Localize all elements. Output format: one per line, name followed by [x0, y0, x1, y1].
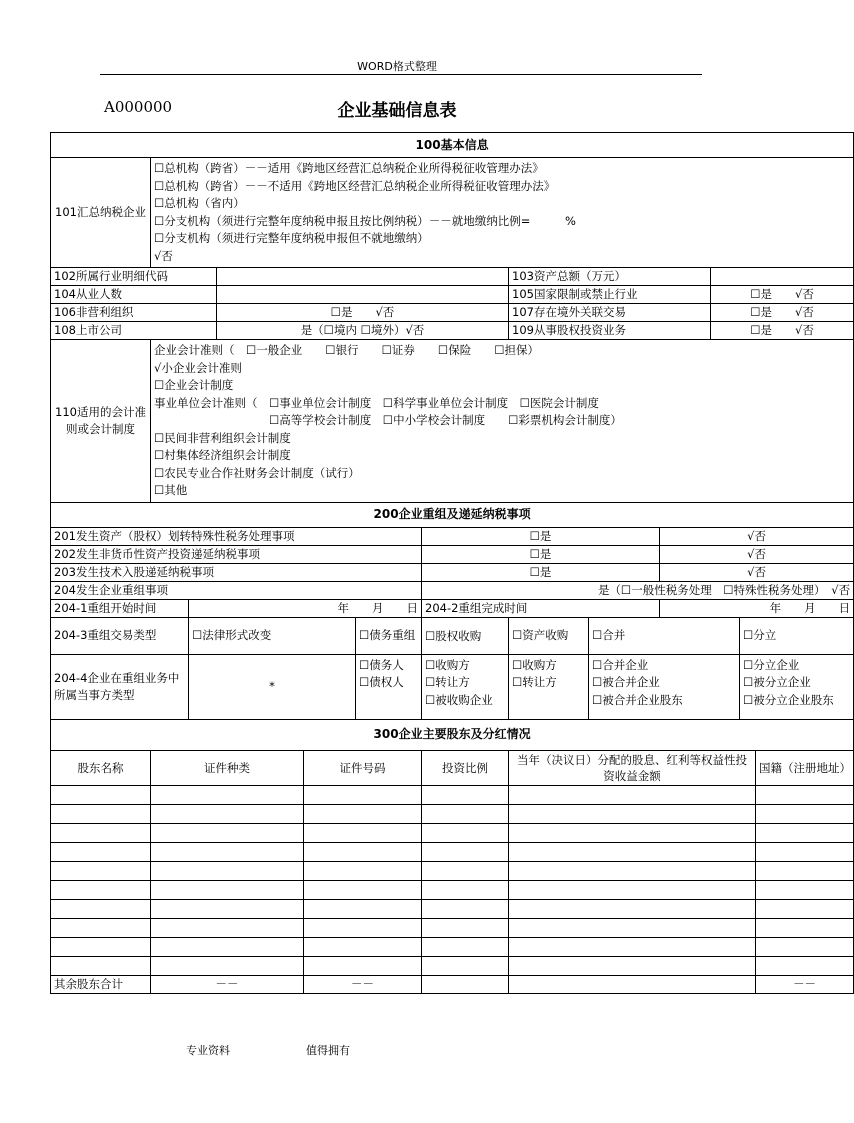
r2043-label: 204-3重组交易类型 — [51, 617, 189, 654]
table-cell[interactable] — [304, 880, 422, 899]
r101-opt[interactable]: ☐分支机构（须进行完整年度纳税申报但不就地缴纳） — [154, 231, 429, 245]
table-cell[interactable] — [509, 823, 756, 842]
r105-value[interactable]: ☐是 √否 — [711, 286, 854, 304]
r2044-opt[interactable]: ☐债权人 — [359, 675, 404, 689]
r110-opt[interactable]: 企业会计准则（ ☐一般企业 ☐银行 ☐证券 ☐保险 ☐担保） — [154, 343, 540, 357]
table-cell[interactable] — [51, 842, 151, 861]
r2041-date[interactable]: 年 月 日 — [189, 599, 422, 617]
table-row — [51, 804, 854, 823]
col-dividend-amount: 当年（决议日）分配的股息、红利等权益性投资收益金额 — [509, 750, 756, 785]
r2044-opt[interactable]: ☐被分立企业股东 — [743, 692, 834, 707]
r2044-opt[interactable]: ☐收购方 — [512, 657, 557, 672]
table-cell[interactable] — [304, 823, 422, 842]
table-cell[interactable] — [509, 899, 756, 918]
r204-label: 204发生企业重组事项 — [51, 581, 422, 599]
table-cell[interactable] — [756, 804, 854, 823]
r110-options — [151, 340, 854, 503]
form-code: A000000 — [104, 98, 173, 116]
r2044-star: * — [189, 654, 356, 719]
table-cell[interactable] — [756, 899, 854, 918]
col-id-type: 证件种类 — [151, 750, 304, 785]
r2044-opt[interactable]: ☐被合并企业 — [592, 675, 660, 689]
table-row — [51, 823, 854, 842]
r2044-opt[interactable]: ☐被收购企业 — [425, 692, 493, 707]
table-cell[interactable] — [51, 899, 151, 918]
r2044-col — [589, 654, 740, 719]
r108-value[interactable]: 是（☐境内 ☐境外）√否 — [217, 322, 509, 340]
r2044-opt[interactable]: ☐被合并企业股东 — [592, 692, 683, 707]
r109-label: 109从事股权投资业务 — [509, 322, 711, 340]
others-total-cell: －－ — [756, 975, 854, 993]
table-cell[interactable] — [51, 956, 151, 975]
r110-opt[interactable]: ☐企业会计制度 — [154, 378, 234, 392]
table-cell[interactable] — [151, 937, 304, 956]
table-row — [51, 956, 854, 975]
r109-value[interactable]: ☐是 √否 — [711, 322, 854, 340]
r105-label: 105国家限制或禁止行业 — [509, 286, 711, 304]
r104-label: 104从业人数 — [51, 286, 217, 304]
r101-label: 101汇总纳税企业 — [51, 158, 151, 268]
others-total-cell[interactable] — [422, 975, 509, 993]
r204-value[interactable]: 是（☐一般性税务处理 ☐特殊性税务处理） √否 — [422, 581, 854, 599]
table-cell[interactable] — [304, 899, 422, 918]
table-cell[interactable] — [422, 842, 509, 861]
table-row — [51, 918, 854, 937]
r2044-opt[interactable]: ☐合并企业 — [592, 657, 649, 672]
r101-opt[interactable]: ☐总机构（省内） — [154, 196, 245, 210]
r101-opt[interactable]: ☐总机构（跨省）－－适用《跨地区经营汇总纳税企业所得税征收管理办法》 — [154, 161, 544, 175]
table-cell[interactable] — [422, 956, 509, 975]
table-cell[interactable] — [756, 842, 854, 861]
table-cell[interactable] — [304, 956, 422, 975]
r103-value[interactable] — [711, 268, 854, 286]
r2042-label: 204-2重组完成时间 — [422, 599, 660, 617]
col-id-number: 证件号码 — [304, 750, 422, 785]
r2043-opt[interactable]: ☐法律形式改变 — [189, 617, 356, 654]
table-cell[interactable] — [304, 937, 422, 956]
table-cell[interactable] — [509, 804, 756, 823]
r202-yes[interactable]: ☐是 — [422, 545, 660, 563]
table-cell[interactable] — [756, 956, 854, 975]
table-cell[interactable] — [422, 785, 509, 804]
others-total-cell[interactable] — [509, 975, 756, 993]
r110-opt[interactable]: ☐民间非营利组织会计制度 — [154, 430, 291, 445]
table-cell[interactable] — [151, 842, 304, 861]
r2044-opt[interactable]: ☐分立企业 — [743, 657, 800, 672]
table-cell[interactable] — [756, 918, 854, 937]
table-cell[interactable] — [304, 785, 422, 804]
r2044-col — [356, 654, 422, 719]
section-200-heading: 200企业重组及递延纳税事项 — [51, 502, 854, 527]
r201-yes[interactable]: ☐是 — [422, 527, 660, 545]
header-rule — [100, 74, 702, 75]
table-cell[interactable] — [304, 861, 422, 880]
table-cell[interactable] — [422, 918, 509, 937]
table-cell[interactable] — [422, 823, 509, 842]
table-row — [51, 842, 854, 861]
r2043-opt[interactable]: ☐合并 — [589, 617, 740, 654]
table-cell[interactable] — [509, 861, 756, 880]
r110-label: 110适用的会计准则或会计制度 — [51, 340, 151, 503]
others-total-cell: －－ — [304, 975, 422, 993]
r203-label: 203发生技术入股递延纳税事项 — [51, 563, 422, 581]
table-cell[interactable] — [51, 861, 151, 880]
r2044-opt[interactable]: ☐转让方 — [425, 675, 470, 689]
table-cell[interactable] — [304, 842, 422, 861]
table-cell[interactable] — [51, 918, 151, 937]
table-row — [51, 899, 854, 918]
r101-opt[interactable]: ☐总机构（跨省）－－不适用《跨地区经营汇总纳税企业所得税征收管理办法》 — [154, 178, 556, 193]
table-cell[interactable] — [756, 785, 854, 804]
r101-opt[interactable]: √否 — [154, 248, 173, 263]
enterprise-info-table — [50, 132, 854, 994]
r202-label: 202发生非货币性资产投资递延纳税事项 — [51, 545, 422, 563]
r2043-opt[interactable]: ☐债务重组 — [356, 617, 422, 654]
table-cell[interactable] — [151, 899, 304, 918]
page-title: 企业基础信息表 — [337, 101, 457, 121]
table-cell[interactable] — [304, 918, 422, 937]
table-row — [51, 785, 854, 804]
table-cell[interactable] — [304, 804, 422, 823]
table-cell[interactable] — [51, 785, 151, 804]
table-cell[interactable] — [151, 861, 304, 880]
footer-left: 专业资料 — [186, 1044, 230, 1057]
table-row — [51, 937, 854, 956]
r106-label: 106非营利组织 — [51, 304, 217, 322]
others-total-cell: －－ — [151, 975, 304, 993]
table-cell[interactable] — [422, 804, 509, 823]
section-300-heading: 300企业主要股东及分红情况 — [51, 719, 854, 750]
r108-label: 108上市公司 — [51, 322, 217, 340]
table-cell[interactable] — [422, 899, 509, 918]
table-cell[interactable] — [509, 842, 756, 861]
r110-opt[interactable]: ☐其他 — [154, 483, 188, 497]
table-cell[interactable] — [151, 804, 304, 823]
table-row — [51, 880, 854, 899]
table-cell[interactable] — [756, 880, 854, 899]
r110-opt[interactable]: 事业单位会计准则（ ☐事业单位会计制度 ☐科学事业单位会计制度 ☐医院会计制度 — [154, 395, 599, 410]
table-cell[interactable] — [51, 823, 151, 842]
table-cell[interactable] — [509, 880, 756, 899]
table-cell[interactable] — [151, 823, 304, 842]
table-cell[interactable] — [756, 861, 854, 880]
table-row — [51, 861, 854, 880]
r201-label: 201发生资产（股权）划转特殊性税务处理事项 — [51, 527, 422, 545]
col-invest-ratio: 投资比例 — [422, 750, 509, 785]
col-shareholder-name: 股东名称 — [51, 750, 151, 785]
r110-opt[interactable]: ☐村集体经济组织会计制度 — [154, 448, 291, 462]
section-100-heading: 100基本信息 — [51, 133, 854, 158]
r2044-col — [509, 654, 589, 719]
col-nationality: 国籍（注册地址） — [756, 750, 854, 785]
r110-opt[interactable]: √小企业会计准则 — [154, 360, 242, 375]
r201-no[interactable]: √否 — [660, 527, 854, 545]
table-cell[interactable] — [151, 956, 304, 975]
r2043-opt[interactable]: ☐资产收购 — [509, 617, 589, 654]
r101-opt[interactable]: ☐分支机构（须进行完整年度纳税申报且按比例纳税）－－就地缴纳比例= % — [154, 213, 576, 228]
table-cell[interactable] — [151, 785, 304, 804]
table-cell[interactable] — [151, 880, 304, 899]
r2043-opt[interactable]: ☐股权收购 — [422, 617, 509, 654]
r107-label: 107存在境外关联交易 — [509, 304, 711, 322]
r102-value[interactable] — [217, 268, 509, 286]
table-cell[interactable] — [422, 937, 509, 956]
r110-opt[interactable]: ☐高等学校会计制度 ☐中小学校会计制度 ☐彩票机构会计制度） — [154, 413, 622, 427]
table-cell[interactable] — [756, 823, 854, 842]
r101-options — [151, 158, 854, 268]
r2042-date[interactable]: 年 月 日 — [660, 599, 854, 617]
r2044-opt[interactable]: ☐转让方 — [512, 675, 557, 689]
r2044-label: 204-4企业在重组业务中所属当事方类型 — [51, 654, 189, 719]
others-total-label: 其余股东合计 — [51, 975, 151, 993]
table-cell[interactable] — [151, 918, 304, 937]
r203-no[interactable]: √否 — [660, 563, 854, 581]
table-cell[interactable] — [509, 918, 756, 937]
table-cell[interactable] — [509, 956, 756, 975]
r107-value[interactable]: ☐是 √否 — [711, 304, 854, 322]
r2044-col — [740, 654, 854, 719]
r203-yes[interactable]: ☐是 — [422, 563, 660, 581]
table-cell[interactable] — [422, 861, 509, 880]
r106-value[interactable]: ☐是 √否 — [217, 304, 509, 322]
r104-value[interactable] — [217, 286, 509, 304]
r2044-opt[interactable]: ☐被分立企业 — [743, 675, 811, 689]
r103-label: 103资产总额（万元） — [509, 268, 711, 286]
table-cell[interactable] — [509, 937, 756, 956]
r202-no[interactable]: √否 — [660, 545, 854, 563]
r2044-col — [422, 654, 509, 719]
r110-opt[interactable]: ☐农民专业合作社财务会计制度（试行） — [154, 465, 360, 480]
r2043-opt[interactable]: ☐分立 — [740, 617, 854, 654]
page-header: WORD格式整理 — [357, 60, 437, 73]
r2044-opt[interactable]: ☐债务人 — [359, 657, 404, 672]
r2041-label: 204-1重组开始时间 — [51, 599, 189, 617]
table-cell[interactable] — [51, 880, 151, 899]
r102-label: 102所属行业明细代码 — [51, 268, 217, 286]
table-cell[interactable] — [51, 804, 151, 823]
table-cell[interactable] — [509, 785, 756, 804]
table-cell[interactable] — [756, 937, 854, 956]
footer-right: 值得拥有 — [306, 1044, 350, 1057]
r2044-opt[interactable]: ☐收购方 — [425, 657, 470, 672]
table-cell[interactable] — [51, 937, 151, 956]
table-cell[interactable] — [422, 880, 509, 899]
